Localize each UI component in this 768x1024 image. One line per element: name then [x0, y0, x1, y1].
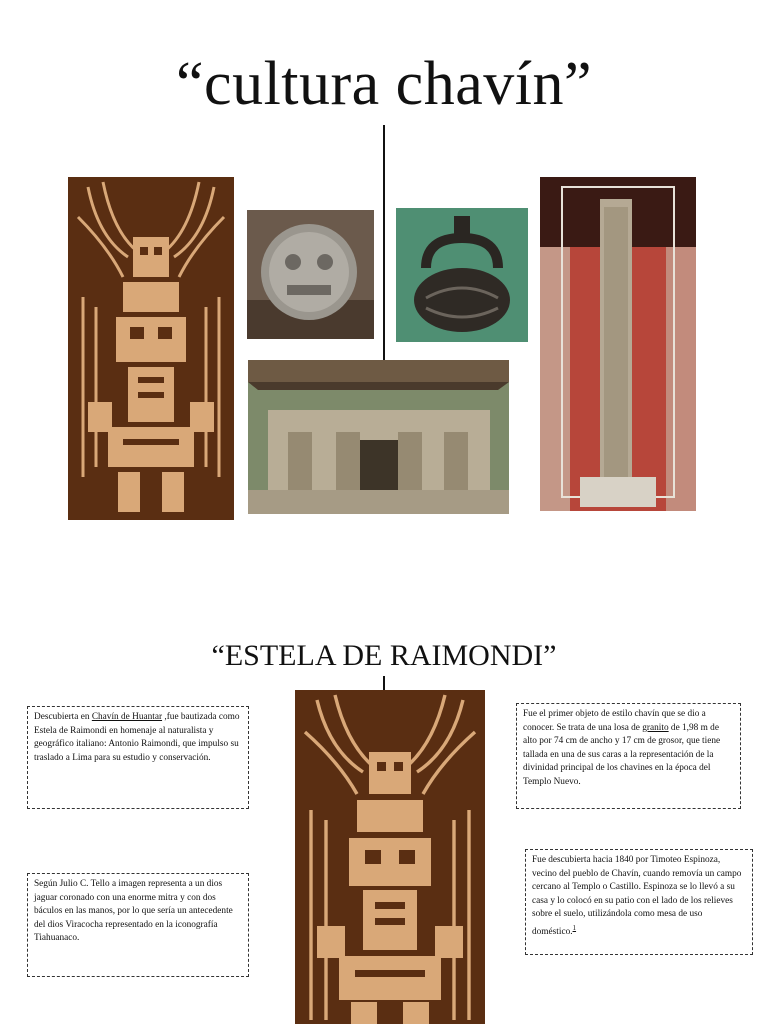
museum-stela-image	[540, 177, 696, 511]
textbox-description-text-1: Fue el primer objeto de estilo chavín que se dio a conocer. Se trata de una losa de	[523, 709, 706, 733]
stela-image	[68, 177, 234, 520]
textbox-description-text-2: de 1,98 m de alto por 74 cm de ancho y 17 cm de grosor, que tiene tallada en una de sus caras a la representación de la divinidad principal de los chavines en la época del Templo Nuevo.	[523, 722, 721, 787]
vessel-icon	[396, 208, 528, 342]
stone-head-icon	[247, 210, 374, 339]
subtitle-connector	[383, 676, 385, 690]
section-subtitle: “ESTELA DE RAIMONDI”	[211, 639, 557, 672]
stone-head-image	[247, 210, 374, 339]
textbox-discovery-text-2: ,fue bautizada como Estela de Raimondi en homenaje al naturalista y geográfico italiano: Antonio Raimondi, que impulso su traslado a Lima para su estudio y conservación.	[34, 712, 240, 763]
temple-image	[248, 360, 509, 514]
stela-large-image	[295, 690, 485, 1024]
granito-link[interactable]: granito	[642, 722, 669, 733]
stela-drawing-icon	[68, 177, 234, 520]
textbox-espinoza-text: Fue descubierta hacia 1840 por Timoteo Espinoza, vecino del pueblo de Chavín, cuando removía un campo cercano al Templo o Castillo. Espinoza se lo llevó a su casa y lo colocó en su patio con el lado de los relieves sobre el suelo, utilizándola como mesa de uso doméstico.	[532, 855, 742, 938]
textbox-tello-text: Según Julio C. Tello a imagen representa a un dios jaguar coronado con una enorme mitra y con dos báculos en las manos, por lo que sería un antecedente del dios Viracocha representado en la iconografía Tiahuanaco.	[34, 879, 233, 944]
vessel-image	[396, 208, 528, 342]
museum-stela-icon	[540, 177, 696, 511]
stela-large-drawing-icon	[295, 690, 485, 1024]
textbox-description	[516, 703, 741, 809]
chavin-de-huantar-link[interactable]: Chavín de Huantar	[91, 712, 163, 722]
connector-line	[383, 125, 385, 361]
temple-icon	[248, 360, 509, 514]
textbox-espinoza	[525, 849, 753, 955]
textbox-discovery	[27, 706, 249, 809]
page-title: “cultura chavín”	[176, 50, 592, 118]
textbox-tello	[27, 873, 249, 977]
textbox-discovery-text-1: Descubierta en	[34, 712, 92, 722]
footnote-link[interactable]: 1	[572, 923, 577, 932]
